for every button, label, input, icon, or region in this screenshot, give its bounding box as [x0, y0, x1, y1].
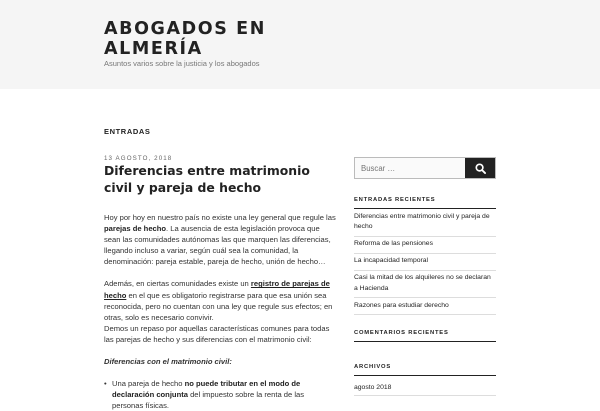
divider — [354, 341, 496, 342]
recent-post-link[interactable]: Diferencias entre matrimonio civil y pareja de hecho — [354, 209, 496, 237]
search-input[interactable] — [355, 158, 465, 178]
post-date[interactable]: 13 AGOSTO, 2018 — [104, 155, 173, 162]
bold-text: parejas de hecho — [104, 224, 167, 234]
archive-link[interactable]: agosto 2018 — [354, 384, 496, 396]
site-header — [0, 0, 600, 89]
search-form — [354, 157, 496, 179]
archives-title: ARCHIVOS — [354, 364, 391, 370]
bullet-list — [104, 378, 336, 411]
paragraph: Hoy por hoy en nuestro país no existe una ley general que regule las parejas de hecho. La ausencia de esta legislación provoca que sean las comunidades autónomas las que marquen las diferencias, llegando incluso a variar, según cuál sea la comunidad, la denominación: pareja estable, pareja de hecho, unión de hecho… — [104, 213, 336, 267]
recent-posts-list — [354, 209, 496, 315]
post-content — [104, 212, 336, 411]
recent-posts-title: ENTRADAS RECIENTES — [354, 197, 436, 203]
site-description: Asuntos varios sobre la justicia y los abogados — [104, 59, 260, 68]
bold-text: no puede tributar en el modo de declaración conjunta — [112, 379, 301, 400]
list-item: • Una pareja de hecho no puede tributar en el modo de declaración conjunta del impuesto sobre la renta de las personas físicas. — [104, 378, 336, 411]
paragraph: Además, en ciertas comunidades existe un registro de parejas de hecho en el que es obligatorio registrarse para que esa unión sea reconocida, pero no cuentan con una ley que regule sus efectos; en otras, solo es necesario convivir. Demos un repaso por aquellas características comunes para todas las parejas de hecho y sus diferencias con el matrimonio civil: — [104, 279, 333, 344]
registro-link[interactable]: registro de parejas de hecho — [104, 279, 330, 300]
recent-comments-title: COMENTARIOS RECIENTES — [354, 330, 449, 336]
recent-post-link[interactable]: La incapacidad temporal — [354, 254, 496, 271]
recent-post-link[interactable]: Reforma de las pensiones — [354, 237, 496, 254]
recent-post-link[interactable]: Razones para estudiar derecho — [354, 298, 496, 315]
page-title: ENTRADAS — [104, 127, 151, 136]
subheading: Diferencias con el matrimonio civil: — [104, 357, 232, 367]
divider — [354, 375, 496, 376]
search-button[interactable] — [465, 158, 495, 178]
post-title[interactable]: Diferencias entre matrimonio civil y pareja de hecho — [104, 163, 310, 195]
site-title[interactable]: ABOGADOS EN ALMERÍA — [104, 19, 266, 59]
recent-post-link[interactable]: Casi la mitad de los alquileres no se declaran a Hacienda — [354, 271, 496, 299]
search-icon — [475, 163, 486, 174]
